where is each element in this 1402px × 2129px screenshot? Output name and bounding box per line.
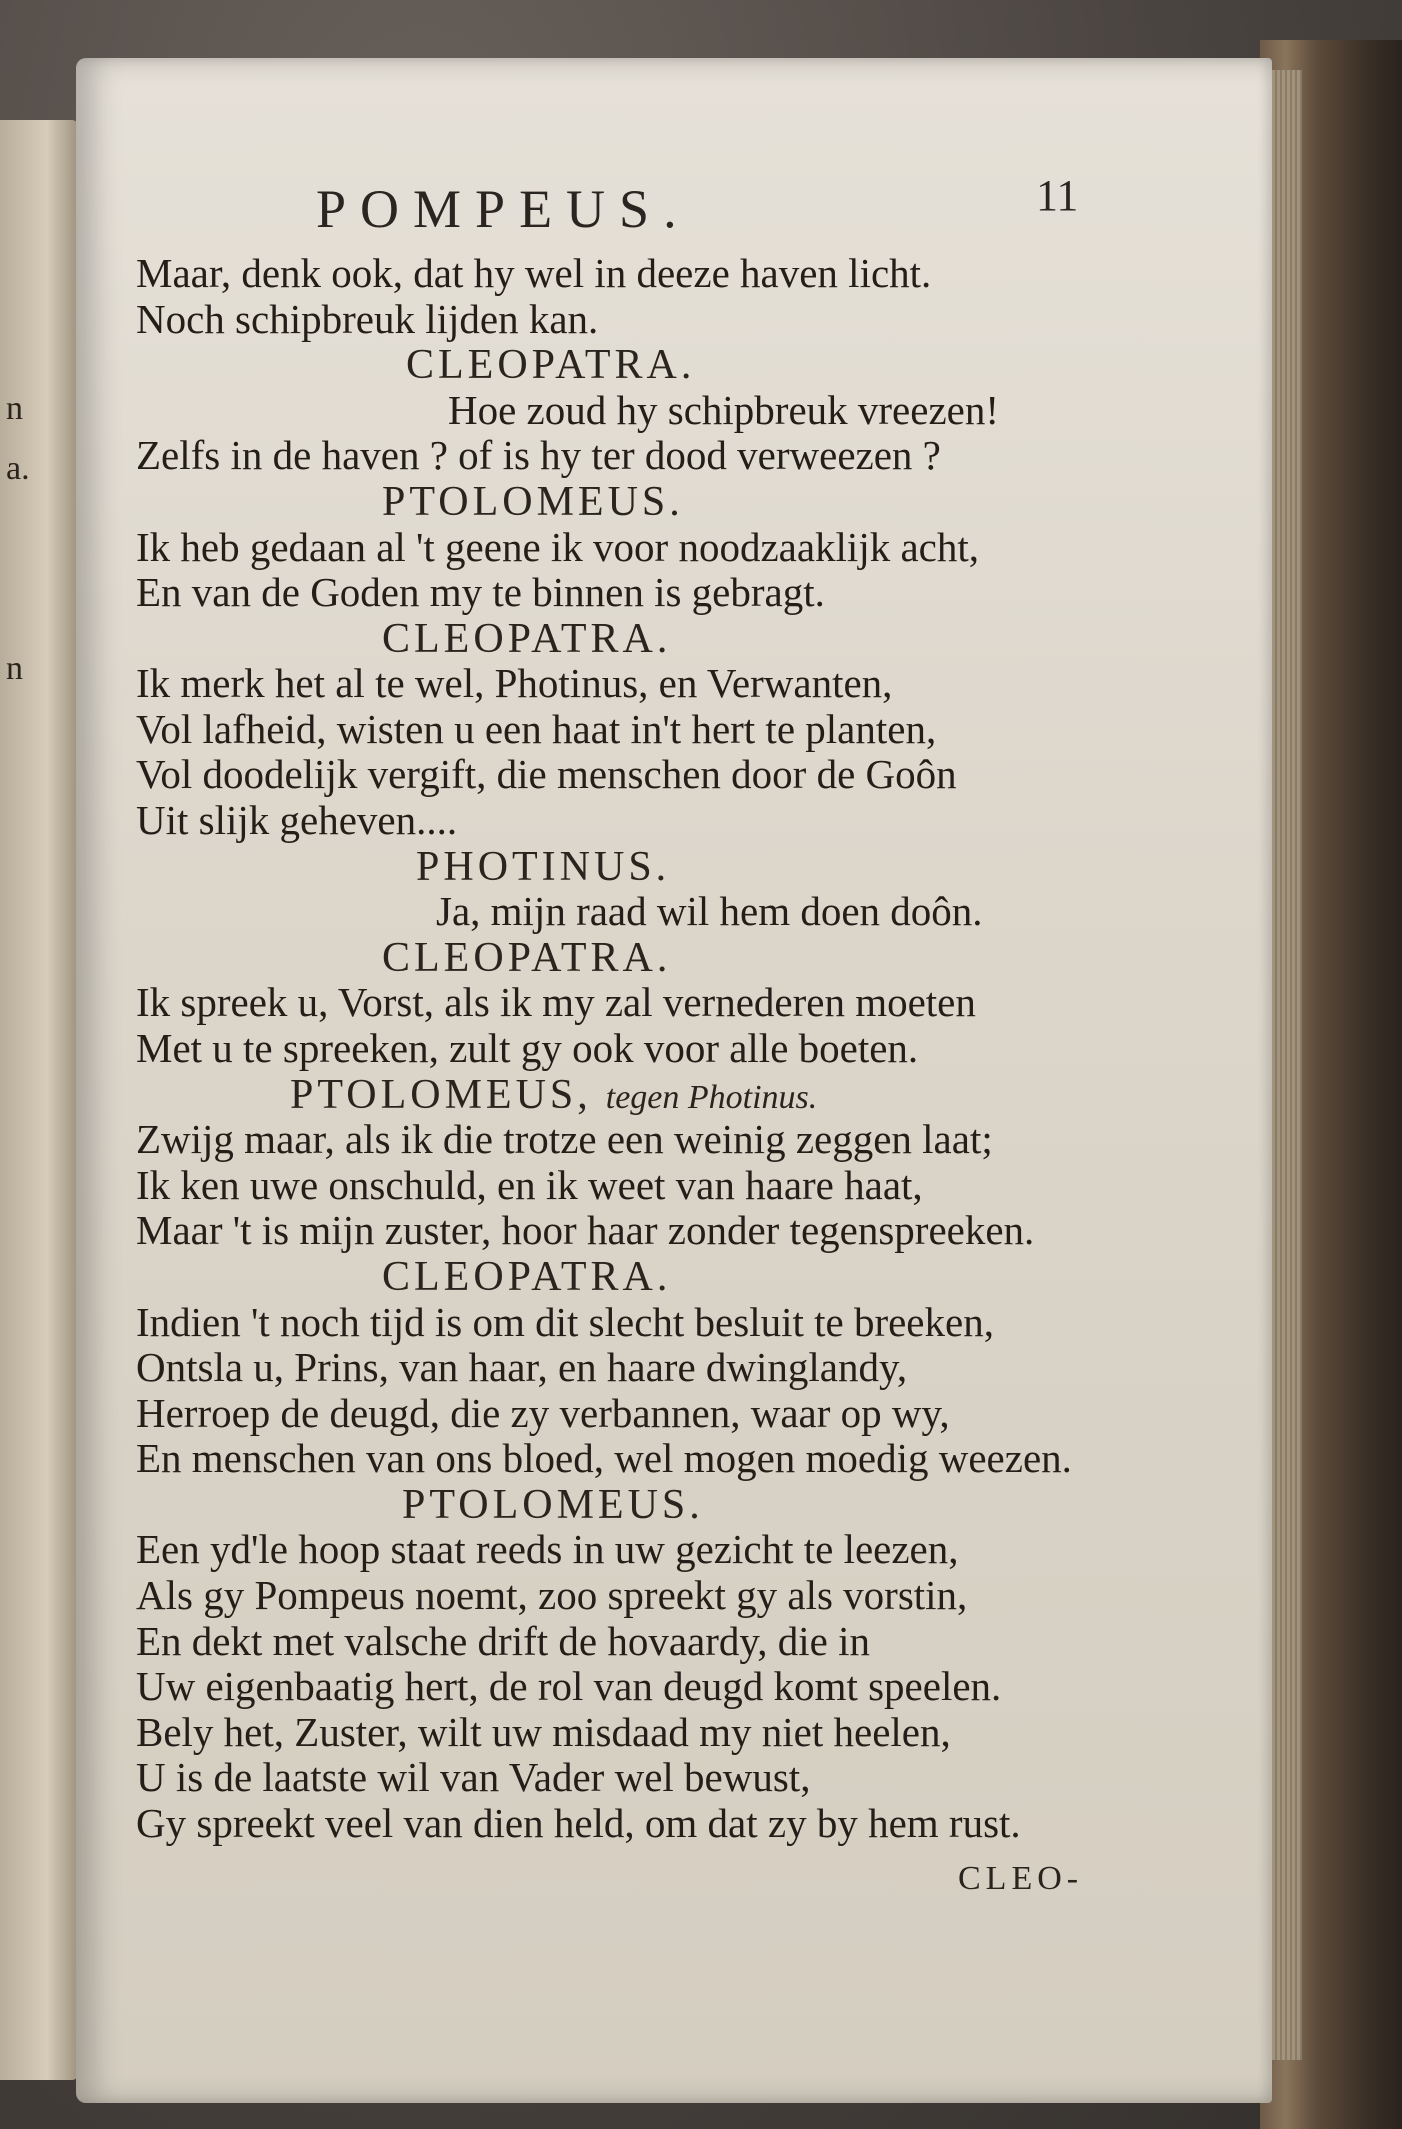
verse-line: Uw eigenbaatig hert, de rol van deugd komt speelen.: [136, 1663, 1002, 1709]
verse-line: Maar 't is mijn zuster, hoor haar zonder tegenspreeken.: [136, 1207, 1035, 1253]
speaker-heading: [382, 1256, 671, 1298]
verse-line: Noch schipbreuk lijden kan.: [136, 296, 599, 342]
running-head: POMPEUS.: [316, 179, 691, 239]
verse-line: Ontsla u, Prins, van haar, en haare dwinglandy,: [136, 1344, 908, 1390]
speaker-heading: [402, 1484, 704, 1526]
speaker-heading: [290, 1074, 817, 1116]
facing-page-edge: [0, 120, 78, 2080]
verse-line: Zwijg maar, als ik die trotze een weinig zeggen laat;: [136, 1116, 993, 1162]
facing-page-letter: a.: [6, 450, 30, 487]
verse-line: Ik heb gedaan al 't geene ik voor noodzaaklijk acht,: [136, 524, 980, 570]
verse-line: Zelfs in de haven ? of is hy ter dood verweezen ?: [136, 432, 941, 478]
facing-page-letter: n: [6, 390, 23, 427]
speaker-name: PHOTINUS.: [416, 844, 671, 890]
verse-line: Ik merk het al te wel, Photinus, en Verwanten,: [136, 660, 893, 706]
facing-page-letter: n: [6, 650, 23, 687]
speaker-heading: [406, 344, 695, 386]
speaker-heading: [382, 618, 671, 660]
speaker-name: CLEOPATRA.: [382, 935, 672, 981]
verse-line: Gy spreekt veel van dien held, om dat zy by hem rust.: [136, 1800, 1021, 1846]
speaker-name: PTOLOMEUS,: [290, 1072, 592, 1118]
catchword: CLEO-: [958, 1860, 1084, 1897]
book-page: [76, 58, 1272, 2103]
verse-line: U is de laatste wil van Vader wel bewust,: [136, 1754, 811, 1800]
speaker-name: PTOLOMEUS.: [402, 1482, 704, 1528]
verse-line: Herroep de deugd, die zy verbannen, waar op wy,: [136, 1390, 950, 1436]
verse-line: Bely het, Zuster, wilt uw misdaad my niet heelen,: [136, 1709, 951, 1755]
verse-line: En dekt met valsche drift de hovaardy, die in: [136, 1618, 870, 1664]
stage-direction: tegen Photinus.: [605, 1079, 818, 1116]
verse-line: Hoe zoud hy schipbreuk vreezen!: [448, 387, 999, 433]
speaker-name: CLEOPATRA.: [382, 616, 672, 662]
speaker-heading: [382, 937, 671, 979]
speaker-name: CLEOPATRA.: [382, 1254, 672, 1300]
verse-line: Ja, mijn raad wil hem doen doôn.: [436, 888, 983, 934]
verse-line: Ik ken uwe onschuld, en ik weet van haare haat,: [136, 1162, 923, 1208]
page-number: 11: [1036, 171, 1079, 220]
verse-line: En menschen van ons bloed, wel mogen moedig weezen.: [136, 1435, 1072, 1481]
verse-line: Een yd'le hoop staat reeds in uw gezicht te leezen,: [136, 1526, 959, 1572]
speaker-heading: [382, 481, 684, 523]
verse-line: Vol lafheid, wisten u een haat in't hert te planten,: [136, 706, 937, 752]
verse-line: Als gy Pompeus noemt, zoo spreekt gy als vorstin,: [136, 1572, 968, 1618]
verse-line: Vol doodelijk vergift, die menschen door de Goôn: [136, 751, 957, 797]
verse-line: Maar, denk ook, dat hy wel in deeze haven licht.: [136, 250, 932, 296]
verse-line: Uit slijk geheven....: [136, 797, 458, 843]
verse-line: En van de Goden my te binnen is gebragt.: [136, 569, 825, 615]
speaker-name: PTOLOMEUS.: [382, 479, 684, 525]
verse-line: Indien 't noch tijd is om dit slecht besluit te breeken,: [136, 1299, 994, 1345]
verse-line: Ik spreek u, Vorst, als ik my zal vernederen moeten: [136, 979, 976, 1025]
speaker-heading: [416, 846, 670, 888]
speaker-name: CLEOPATRA.: [406, 342, 696, 388]
verse-line: Met u te spreeken, zult gy ook voor alle boeten.: [136, 1025, 919, 1071]
